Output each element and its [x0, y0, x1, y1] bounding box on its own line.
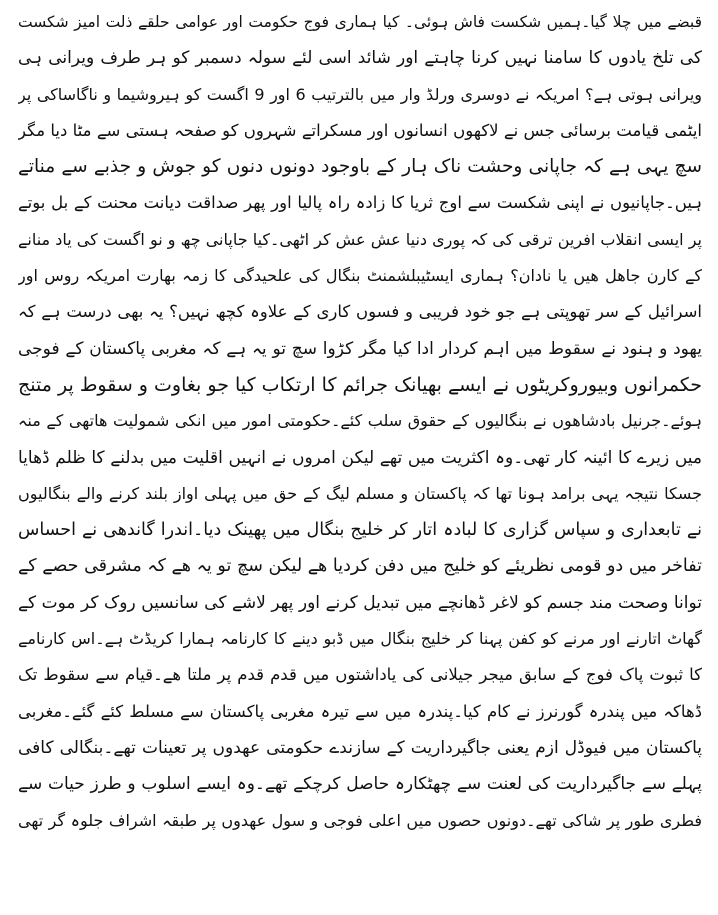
text-line-8: کے کارن جاھل ھیں یا نادان؟ ہماری ایسٹیبلشمنٹ بنگال کی علحیدگی کا زمہ بھارت امریکہ روس اور	[18, 266, 702, 286]
text-line-5: سچ یہی ہے کہ جاپانی وحشت ناک ہار کے باوجود دونوں دنوں کو جوش و جذبے سے مناتے	[18, 156, 702, 178]
text-line-13: میں زیرے کا ائینہ کار تھی۔وہ اکثریت میں تھے لیکن امروں نے انہیں اقلیت میں بدلنے کا ظلم ڈھایا	[18, 447, 702, 468]
text-line-19: کا ثبوت پاک فوج کے سابق میجر جیلانی کی یاداشتوں میں قدم قدم پر ملتا ھے۔قیام سے سقوط تک	[18, 665, 702, 685]
article-body	[18, 4, 702, 839]
text-line-7: پر ایسی انقلاب افرین ترقی کی کہ پوری دنیا عش عش کر اٹھی۔کیا جاپانی چھ و نو اگست کی یاد منانے	[18, 229, 702, 249]
text-line-15: نے تابعداری و سپاس گزاری کا لبادہ اتار کر خلیج بنگال میں پھینک دیا۔اندرا گاندھی نے احساس	[18, 520, 702, 541]
text-line-23: فطری طور پر شاکی تھے۔دونوں حصوں میں اعلی فوجی و سول عھدوں پر طبقہ اشراف جلوہ گر تھی	[18, 810, 702, 830]
text-line-9: اسرائیل کے سر تھوپتی ہے جو خود فریبی و فسوں کاری کے علاوہ کچھ نہیں؟ یہ بھی درست ہے کہ	[18, 302, 702, 322]
text-line-4: ایٹمی قیامت برسائی جس نے لاکھوں انسانوں اور مسکراتے شہروں کو صفحہ ہستی سے مٹا دیا مگر	[18, 120, 702, 140]
text-line-2: کی تلخ یادوں کا سامنا نہیں کرنا چاہتے اور شائد اسی لئے سولہ دسمبر کو ہر طرف ویرانی ہی	[18, 48, 702, 69]
text-line-20: ڈھاکہ میں پندرہ گورنرز نے کام کیا۔پندرہ میں سے تیرہ مغربی پاکستان سے مسلط کئے گئے۔مغربی	[18, 701, 702, 721]
text-line-18: گھاٹ اتارنے اور مرنے کو کفن پہنا کر خلیج بنگال میں ڈبو دینے کا کارنامہ ہمارا کریڈٹ ہے۔اس کارنامے	[18, 629, 702, 649]
text-line-21: پاکستان میں فیوڈل ازم یعنی جاگیرداریت کے سازندے حکومتی عھدوں پر تعینات تھے۔بنگالی کافی	[18, 737, 702, 758]
text-line-14: جسکا نتیجہ یہی برامد ہونا تھا کہ پاکستان و مسلم لیگ کے حق میں پہلی اواز بلند کرنے والے بنگالیوں	[18, 483, 702, 503]
text-line-17: توانا وصحت مند جسم کو لاغر ڈھانچے میں تبدیل کرنے اور پھر لاشے کی سانسیں روک کر موت کے	[18, 592, 702, 613]
text-line-1: قبضے میں چلا گیا۔ہمیں شکست فاش ہوئی۔ کیا ہماری فوج حکومت اور عوامی حلقے ذلت امیز شکست	[18, 13, 702, 31]
text-line-22: پہلے سے جاگیرداریت کی لعنت سے چھٹکارہ حاصل کرچکے تھے۔وہ ایسے اسلوب و طرز حیات سے	[18, 774, 702, 795]
text-line-16: تفاخر میں دو قومی نظریئے کو خلیج میں دفن کردیا ھے لیکن سچ تو یہ ھے کہ مشرقی حصے کے	[18, 556, 702, 577]
text-line-12: ہوئے۔جرنیل بادشاھوں نے بنگالیوں کے حقوق سلب کئے۔حکومتی امور میں انکی شمولیت ھاتھی کے منہ	[18, 411, 702, 431]
text-line-6: ہیں۔جاپانیوں نے اپنی شکست سے اوج ثریا کا زادہ راہ پالیا اور پھر صداقت دیانت محنت کے بل بوتے	[18, 193, 702, 213]
text-line-3: ویرانی ہوتی ہے؟ امریکہ نے دوسری ورلڈ وار میں بالترتیب 6 اور 9 اگست کو ہیروشیما و ناگاساکی پر	[18, 84, 702, 104]
text-line-10: یھود و ہنود نے سقوط میں اہم کردار ادا کیا مگر کڑوا سچ تو یہ ہے کہ مغربی پاکستان کے فوجی	[18, 338, 702, 359]
text-line-11: حکمرانوں وبیوروکریٹوں نے ایسے بھیانک جرائم کا ارتکاب کیا جو بغاوت و سقوط پر متنج	[18, 373, 702, 396]
